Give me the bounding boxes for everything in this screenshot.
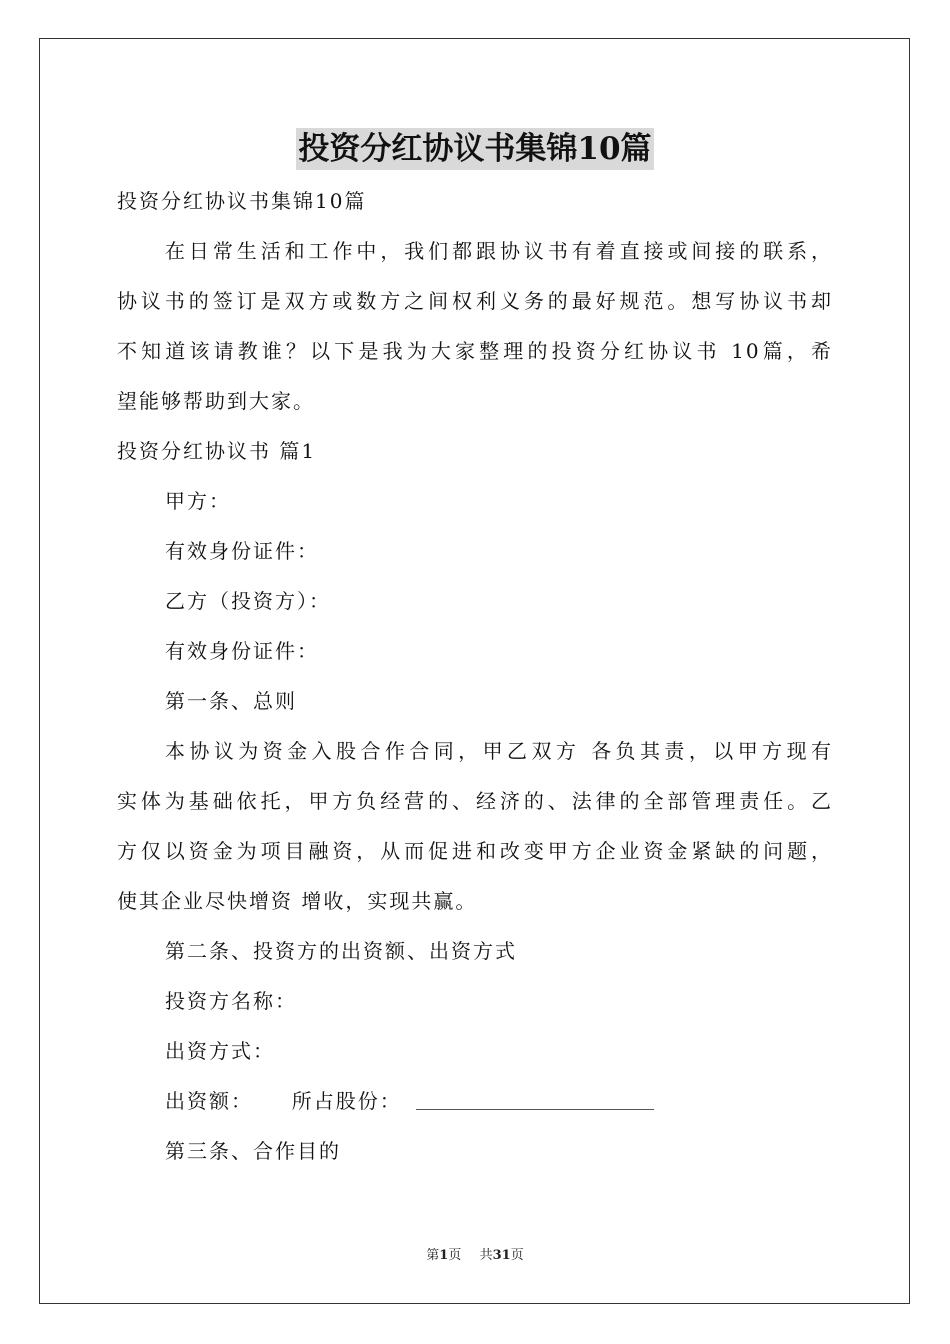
contribution-amount-label: 出资额： [165,1089,253,1113]
page-number: 1 [439,1248,449,1263]
page-prefix: 第 [426,1248,440,1263]
intro-line: 协议书的签订是双方或数方之间权利义务的最好规范。想写协议书却 [117,289,833,313]
total-pages: 31 [492,1248,511,1263]
article-2-heading: 第二条、投资方的出资额、出资方式 [165,939,517,963]
article-1-line: 方仅以资金为项目融资，从而促进和改变甲方企业资金紧缺的问题， [117,839,833,863]
contribution-method-label: 出资方式： [165,1039,275,1063]
article-1-line: 实体为基础依托，甲方负经营的、经济的、法律的全部管理责任。乙 [117,789,833,813]
intro-line: 望能够帮助到大家。 [117,389,315,413]
intro-line: 在日常生活和工作中，我们都跟协议书有着直接或间接的联系， [165,239,833,263]
page-footer [0,1247,950,1265]
intro-line: 不知道该请教谁？以下是我为大家整理的投资分红协议书 10篇，希 [117,339,833,363]
document-subtitle: 投资分红协议书集锦10篇 [117,189,367,213]
total-prefix: 共 [479,1248,493,1263]
article-1-heading: 第一条、总则 [165,689,297,713]
party-b-label: 乙方（投资方）： [165,589,331,613]
document-body [117,176,833,1176]
share-percentage-label: 所占股份： [291,1089,402,1113]
article-3-heading: 第三条、合作目的 [165,1139,341,1163]
contribution-amount-row [117,1076,833,1126]
party-a-label: 甲方： [165,489,231,513]
share-blank-line [416,1089,654,1110]
article-1-line: 本协议为资金入股合作合同，甲乙双方 各负其责，以甲方现有 [165,739,833,763]
title-container [0,128,950,170]
page-suffix: 页 [448,1248,462,1263]
investor-name-label: 投资方名称： [165,989,297,1013]
article-1-line: 使其企业尽快增资 增收，实现共赢。 [117,889,478,913]
document-title: 投资分红协议书集锦10篇 [296,128,653,170]
section-heading: 投资分红协议书 篇1 [117,439,317,463]
total-suffix: 页 [510,1248,524,1263]
party-a-id-label: 有效身份证件： [165,539,319,563]
party-b-id-label: 有效身份证件： [165,639,319,663]
